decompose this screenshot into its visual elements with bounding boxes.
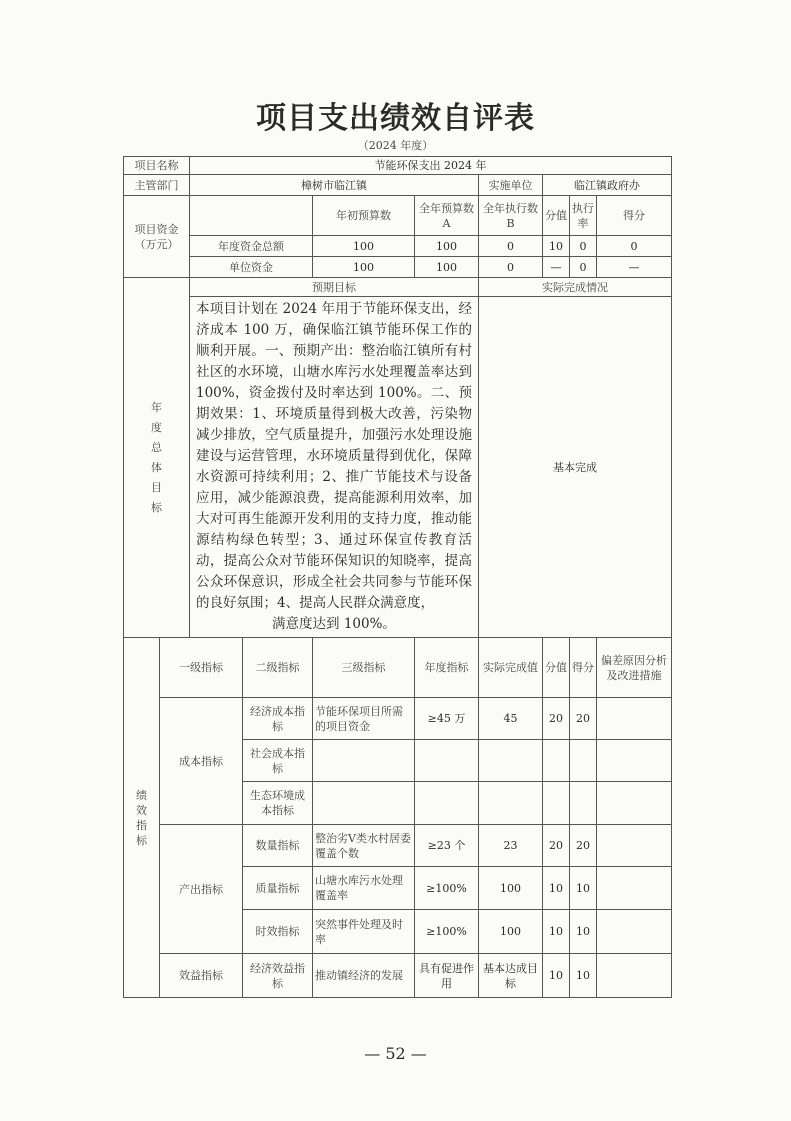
perf-header-l2: 二级指标: [243, 638, 313, 698]
output-row-deviation: [597, 910, 672, 954]
perf-header-score: 得分: [570, 638, 597, 698]
perf-header-deviation: 偏差原因分析及改进措施: [597, 638, 672, 698]
output-row-l3: 突然事件处理及时率: [313, 910, 415, 954]
funds-header-score-value: 分值: [543, 196, 570, 236]
funds-header-blank: [190, 196, 313, 236]
perf-header-l3: 三级指标: [313, 638, 415, 698]
perf-cost-label: 成本指标: [160, 698, 243, 825]
funds-header-initial: 年初预算数: [313, 196, 415, 236]
output-row-score: 10: [570, 910, 597, 954]
unit-value: 临江镇政府办: [543, 175, 672, 196]
dept-label: 主管部门: [124, 175, 190, 196]
output-row-target: ≥23 个: [415, 825, 479, 867]
perf-header-score-value: 分值: [543, 638, 570, 698]
output-row-l3: 整治劣Ⅴ类水村居委覆盖个数: [313, 825, 415, 867]
cost-row-actual: [479, 782, 543, 825]
benefit-row-l3: 推动镇经济的发展: [313, 954, 415, 998]
output-row-actual: 23: [479, 825, 543, 867]
goals-expected-header: 预期目标: [190, 278, 479, 297]
output-row-score-value: 10: [543, 867, 570, 910]
benefit-row-target: 具有促进作用: [415, 954, 479, 998]
funds-unit: （万元）: [134, 237, 179, 251]
cost-row-deviation: [597, 698, 672, 740]
cost-row-deviation: [597, 740, 672, 782]
perf-output-label: 产出指标: [160, 825, 243, 954]
funds-row-total-initial: 100: [313, 236, 415, 257]
cost-row-score-value: 20: [543, 698, 570, 740]
benefit-row-l2: 经济效益指标: [243, 954, 313, 998]
output-row-score-value: 10: [543, 910, 570, 954]
cost-row-l2: 经济成本指标: [243, 698, 313, 740]
funds-header-annual: 全年预算数 A: [415, 196, 479, 236]
cost-row-l2: 生态环境成本指标: [243, 782, 313, 825]
goals-actual-header: 实际完成情况: [479, 278, 672, 297]
perf-header-actual: 实际完成值: [479, 638, 543, 698]
cost-row-actual: 45: [479, 698, 543, 740]
output-row-score: 20: [570, 825, 597, 867]
goals-expected-last-line: 满意度达到 100%。: [272, 616, 396, 632]
funds-row-total-rate: 0: [570, 236, 597, 257]
perf-label-text: 绩效指标: [136, 788, 147, 847]
goals-label-text: 年度总体目标: [151, 400, 162, 514]
funds-row-total-name: 年度资金总额: [190, 236, 313, 257]
funds-row-unit-executed: 0: [479, 257, 543, 278]
output-row-deviation: [597, 867, 672, 910]
benefit-row-score-value: 10: [543, 954, 570, 998]
output-row-l2: 时效指标: [243, 910, 313, 954]
cost-row-score: 20: [570, 698, 597, 740]
funds-label: 项目资金: [134, 222, 179, 236]
output-row-target: ≥100%: [415, 867, 479, 910]
cost-row-score-value: [543, 782, 570, 825]
perf-label: [124, 638, 160, 998]
funds-row-unit-rate: 0: [570, 257, 597, 278]
page-title: 项目支出绩效自评表: [256, 101, 535, 136]
cost-row-target: ≥45 万: [415, 698, 479, 740]
cost-row-target: [415, 782, 479, 825]
cost-row-l3: [313, 740, 415, 782]
benefit-row-score: 10: [570, 954, 597, 998]
funds-header-executed: 全年执行数 B: [479, 196, 543, 236]
unit-label: 实施单位: [479, 175, 543, 196]
output-row-target: ≥100%: [415, 910, 479, 954]
perf-benefit-label: 效益指标: [160, 954, 243, 998]
goals-label: [124, 278, 190, 638]
goals-expected-cell: [190, 297, 479, 638]
cost-row-score: [570, 740, 597, 782]
perf-header-l1: 一级指标: [160, 638, 243, 698]
project-name-label: 项目名称: [124, 157, 190, 175]
funds-row-unit-name: 单位资金: [190, 257, 313, 278]
dept-value: 樟树市临江镇: [190, 175, 479, 196]
cost-row-score: [570, 782, 597, 825]
cost-row-score-value: [543, 740, 570, 782]
output-row-actual: 100: [479, 910, 543, 954]
goals-expected-text: 本项目计划在 2024 年用于节能环保支出，经济成本 100 万，确保临江镇节能环保工作的顺利开展。一、预期产出：整治临江镇所有村社区的水环境，山塘水库污水处理覆盖率达到 100%，资金拨付及时率达到 100%。二、预期效果：1、环境质量得到极大改善，污染物减少排放，空气质量提升，加强污水处理设施建设与运营管理，水环境质量得到优化，保障水资源可持续利用；2、推广节能技术与设备应用，减少能源浪费，提高能源利用效率，加大对可再生能源开发利用的支持力度，推动能源结构绿色转型；3、通过环保宣传教育活动，提高公众对节能环保知识的知晓率，提高公众环保意识，形成全社会共同参与节能环保的良好氛围；4、提高人民群众满意度，: [196, 301, 472, 611]
cost-row-l3: 节能环保项目所需的项目资金: [313, 698, 415, 740]
funds-header-score: 得分: [597, 196, 672, 236]
funds-row-total-annual: 100: [415, 236, 479, 257]
funds-row-unit-annual: 100: [415, 257, 479, 278]
cost-row-deviation: [597, 782, 672, 825]
output-row-l3: 山塘水库污水处理覆盖率: [313, 867, 415, 910]
goals-actual-text: 基本完成: [479, 297, 672, 638]
funds-row-unit-initial: 100: [313, 257, 415, 278]
output-row-score: 10: [570, 867, 597, 910]
page-number: — 52 —: [364, 1044, 427, 1063]
evaluation-table: [123, 156, 672, 998]
funds-row-unit-score-value: —: [543, 257, 570, 278]
funds-row-total-score-value: 10: [543, 236, 570, 257]
cost-row-l2: 社会成本指标: [243, 740, 313, 782]
output-row-score-value: 20: [543, 825, 570, 867]
output-row-deviation: [597, 825, 672, 867]
benefit-row-actual: 基本达成目标: [479, 954, 543, 998]
output-row-actual: 100: [479, 867, 543, 910]
funds-row-unit-score: —: [597, 257, 672, 278]
benefit-row-deviation: [597, 954, 672, 998]
funds-label-cell: [124, 196, 190, 278]
year-label: （2024 年度）: [357, 139, 434, 152]
output-row-l2: 质量指标: [243, 867, 313, 910]
funds-row-total-score: 0: [597, 236, 672, 257]
cost-row-target: [415, 740, 479, 782]
project-name: 节能环保支出 2024 年: [190, 157, 672, 175]
cost-row-l3: [313, 782, 415, 825]
output-row-l2: 数量指标: [243, 825, 313, 867]
cost-row-actual: [479, 740, 543, 782]
funds-row-total-executed: 0: [479, 236, 543, 257]
funds-header-rate: 执行率: [570, 196, 597, 236]
perf-header-target: 年度指标: [415, 638, 479, 698]
